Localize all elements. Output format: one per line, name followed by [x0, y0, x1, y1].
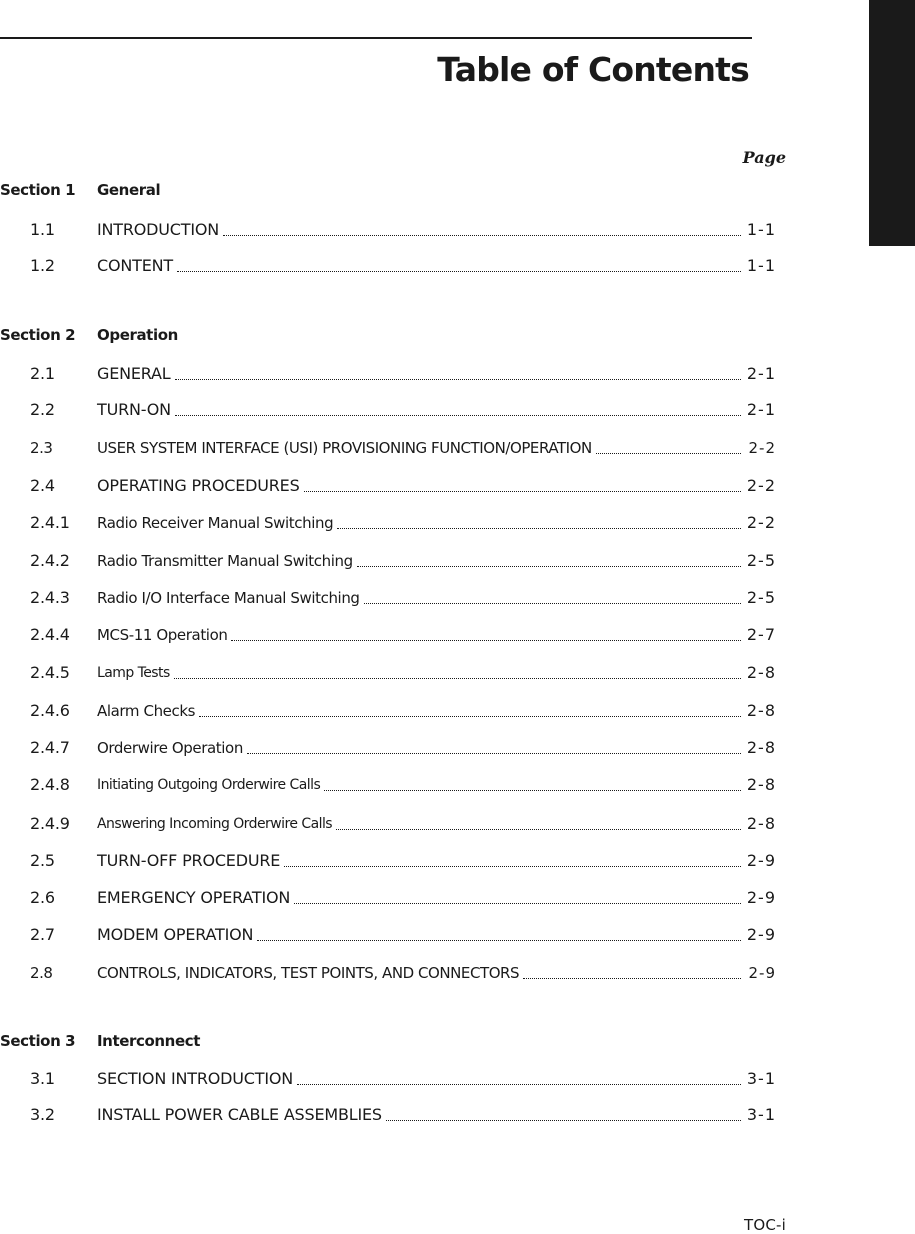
entry-page: 2-7: [746, 625, 776, 644]
toc-entry[interactable]: [0, 399, 776, 421]
dot-leader: [304, 475, 741, 492]
toc-entry[interactable]: [0, 887, 776, 909]
toc-entry[interactable]: [0, 850, 776, 872]
entry-title: TURN-ON: [97, 400, 171, 419]
page-number-footer: TOC-i: [743, 1216, 786, 1234]
entry-title: SECTION INTRODUCTION: [97, 1069, 294, 1088]
dot-leader: [297, 1068, 741, 1085]
dot-leader: [223, 219, 741, 236]
entry-number: 2.4: [30, 476, 55, 495]
entry-title: Orderwire Operation: [97, 739, 243, 757]
entry-title: Alarm Checks: [97, 702, 196, 720]
dot-leader: [336, 813, 741, 830]
entry-number: 1.1: [30, 220, 55, 239]
entry-number: 3.2: [30, 1105, 55, 1124]
entry-number: 3.1: [30, 1069, 55, 1088]
toc-entry[interactable]: [0, 363, 776, 385]
entry-page: 2-5: [746, 588, 776, 607]
dot-leader: [294, 887, 741, 904]
page-column-label: Page: [742, 148, 786, 167]
entry-title: EMERGENCY OPERATION: [97, 888, 291, 907]
dot-leader: [247, 737, 741, 754]
toc-entry[interactable]: [0, 1068, 776, 1090]
dot-leader: [175, 363, 741, 380]
dot-leader: [177, 255, 741, 272]
entry-number: 2.7: [30, 925, 55, 944]
toc-entry[interactable]: [0, 962, 776, 984]
entry-number: 2.4.1: [30, 513, 70, 532]
entry-title: MCS-11 Operation: [97, 626, 228, 644]
section-number: Section 1: [0, 181, 76, 199]
entry-page: 1-1: [746, 256, 776, 275]
toc-entry[interactable]: [0, 550, 776, 572]
page-title: Table of Contents: [437, 50, 749, 89]
section-name: Interconnect: [97, 1032, 200, 1050]
entry-title: Answering Incoming Orderwire Calls: [97, 813, 334, 835]
toc-entry[interactable]: [0, 512, 776, 534]
entry-page: 2-9: [748, 964, 776, 982]
dot-leader: [284, 850, 741, 867]
entry-page: 2-5: [746, 551, 776, 570]
entry-page: 2-9: [746, 888, 776, 907]
toc-entry[interactable]: [0, 662, 776, 684]
entry-page: 2-2: [746, 513, 776, 532]
entry-title: MODEM OPERATION: [97, 925, 254, 944]
section-name: General: [97, 181, 161, 199]
entry-page: 2-2: [746, 476, 776, 495]
entry-number: 2.4.6: [30, 701, 70, 720]
entry-number: 2.4.4: [30, 625, 70, 644]
entry-title: TURN-OFF PROCEDURE: [97, 851, 281, 870]
dot-leader: [175, 399, 741, 416]
entry-title: Radio Receiver Manual Switching: [97, 514, 334, 532]
entry-page: 2-9: [746, 925, 776, 944]
dot-leader: [324, 774, 741, 791]
entry-page: 2-8: [746, 663, 776, 682]
entry-page: 1-1: [746, 220, 776, 239]
entry-number: 2.6: [30, 888, 55, 907]
section-name: Operation: [97, 326, 178, 344]
entry-title: CONTENT: [97, 256, 173, 275]
toc-entry[interactable]: [0, 437, 776, 459]
dot-leader: [199, 700, 741, 717]
entry-title: OPERATING PROCEDURES: [97, 476, 300, 495]
toc-entry[interactable]: [0, 700, 776, 722]
entry-page: 2-8: [746, 738, 776, 757]
entry-page: 3-1: [746, 1105, 776, 1124]
entry-number: 2.8: [30, 964, 53, 982]
section-number: Section 3: [0, 1032, 76, 1050]
entry-page: 2-9: [746, 851, 776, 870]
dot-leader: [596, 437, 741, 454]
section-tab-marker: [869, 0, 915, 246]
entry-number: 1.2: [30, 256, 55, 275]
entry-number: 2.2: [30, 400, 55, 419]
dot-leader: [386, 1104, 741, 1121]
dot-leader: [523, 962, 741, 979]
header-rule: [0, 37, 752, 39]
entry-number: 2.4.9: [30, 814, 70, 833]
entry-number: 2.4.8: [30, 775, 70, 794]
entry-title: INSTALL POWER CABLE ASSEMBLIES: [97, 1105, 382, 1124]
entry-title: Initiating Outgoing Orderwire Calls: [97, 774, 322, 796]
entry-page: 2-1: [746, 400, 776, 419]
toc-entry[interactable]: [0, 737, 776, 759]
toc-entry[interactable]: [0, 219, 776, 241]
dot-leader: [231, 624, 741, 641]
entry-page: 2-1: [746, 364, 776, 383]
entry-page: 2-8: [746, 701, 776, 720]
entry-page: 2-8: [746, 775, 776, 794]
section-number: Section 2: [0, 326, 76, 344]
toc-entry[interactable]: [0, 475, 776, 497]
entry-number: 2.5: [30, 851, 55, 870]
entry-title: Radio I/O Interface Manual Switching: [97, 589, 360, 607]
entry-title: Lamp Tests: [97, 662, 172, 684]
toc-entry[interactable]: [0, 924, 776, 946]
entry-title: USER SYSTEM INTERFACE (USI) PROVISIONING FUNCTION/OPERATION: [97, 439, 592, 457]
toc-entry[interactable]: [0, 774, 776, 796]
entry-page: 2-2: [748, 439, 776, 457]
entry-page: 3-1: [746, 1069, 776, 1088]
entry-number: 2.4.3: [30, 588, 70, 607]
dot-leader: [357, 550, 741, 567]
entry-number: 2.3: [30, 439, 53, 457]
toc-entry[interactable]: [0, 624, 776, 646]
entry-number: 2.4.5: [30, 663, 70, 682]
toc-entry[interactable]: [0, 1104, 776, 1126]
toc-entry[interactable]: [0, 813, 776, 835]
dot-leader: [257, 924, 741, 941]
entry-title: Radio Transmitter Manual Switching: [97, 552, 353, 570]
entry-title: CONTROLS, INDICATORS, TEST POINTS, AND CONNECTORS: [97, 964, 520, 982]
entry-title: INTRODUCTION: [97, 220, 220, 239]
entry-page: 2-8: [746, 814, 776, 833]
entry-number: 2.4.2: [30, 551, 70, 570]
entry-number: 2.1: [30, 364, 55, 383]
dot-leader: [337, 512, 741, 529]
dot-leader: [364, 587, 741, 604]
toc-entry[interactable]: [0, 255, 776, 277]
entry-title: GENERAL: [97, 364, 171, 383]
dot-leader: [174, 662, 741, 679]
entry-number: 2.4.7: [30, 738, 70, 757]
toc-entry[interactable]: [0, 587, 776, 609]
